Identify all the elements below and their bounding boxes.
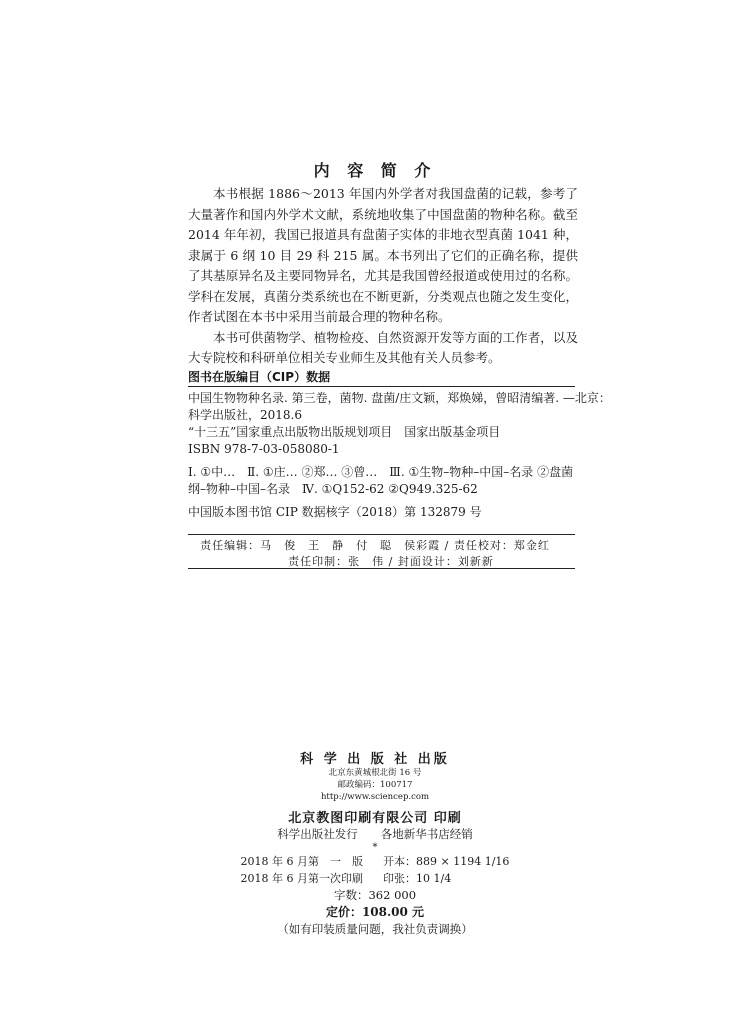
page-title: 内 容 简 介 — [313, 161, 437, 180]
cip-publisher-line: 科学出版社，2018.6 — [188, 408, 302, 422]
edition-date: 2018 年 6 月第 一 版 — [240, 855, 364, 868]
cip-verification-number: 中国版本图书馆 CIP 数据核字（2018）第 132879 号 — [188, 505, 482, 519]
production-line: 责任印制：张 伟 / 封面设计：刘新新 — [288, 555, 494, 568]
price: 定价：108.00 元 — [325, 905, 425, 919]
divider-rule — [188, 568, 575, 569]
publisher-website: http://www.sciencep.com — [320, 792, 430, 802]
divider-rule — [188, 386, 575, 387]
sheet-count: 印张：10 1/4 — [383, 872, 452, 885]
format-size: 开本：889 × 1194 1/16 — [383, 855, 510, 868]
cip-classification: Ⅰ. ①中… Ⅱ. ①庄… ②郑… ③曾… Ⅲ. ①生物–物种–中国–名录 ②盘菌纲–物种–中国–名录 Ⅳ. ①Q152-62 ②Q949.325-62 — [188, 465, 574, 496]
separator-star: * — [372, 842, 378, 853]
abstract-paragraph-2: 本书可供菌物学、植物检疫、自然资源开发等方面的工作者，以及大专院校和科研单位相关专业师生及其他有关人员参考。 — [188, 329, 578, 365]
abstract-paragraph-1: 本书根据 1886～2013 年国内外学者对我国盘菌的记载，参考了大量著作和国内外学术文献，系统地收集了中国盘菌的物种名称。截至 2014 年年初，我国已报道具有盘菌子实体的非地衣型真菌 1041 种，隶属于 6 纲 10 目 29 科 215 属。本书列出了它们的正确名称，提供了其基原异名及主要同物异名，尤其是我国曾经报道或使用过的名称。学科在发展，真菌分类系统也在不断更新，分类观点也随之发生变化，作者试图在本书中采用当前最合理的物种名称。 — [188, 186, 578, 324]
abstract-section — [188, 184, 578, 369]
edition-block — [241, 853, 510, 887]
divider-rule — [188, 534, 575, 535]
cip-record — [188, 390, 611, 521]
publisher-postcode: 邮政编码：100717 — [337, 780, 413, 790]
editors-line: 责任编辑：马 俊 王 静 付 聪 侯彩霞 / 责任校对：郑金红 — [200, 539, 550, 552]
colophon — [0, 748, 750, 938]
word-count: 字数：362 000 — [333, 888, 417, 902]
distribution-line: 科学出版社发行 各地新华书店经销 — [277, 827, 473, 841]
printing-date: 2018 年 6 月第一次印刷 — [240, 872, 364, 885]
cip-project-line: “十三五”国家重点出版物出版规划项目 国家出版基金项目 — [188, 425, 501, 439]
publisher-address: 北京东黄城根北街 16 号 — [328, 768, 422, 778]
cip-isbn: ISBN 978-7-03-058080-1 — [188, 442, 340, 456]
quality-notice: （如有印装质量问题，我社负责调换） — [277, 922, 473, 936]
printer-name: 北京教图印刷有限公司 印刷 — [288, 811, 462, 826]
cip-title-line: 中国生物物种名录. 第三卷，菌物. 盘菌/庄文颖，郑焕娣，曾昭清编著. —北京： — [188, 391, 611, 405]
cip-heading: 图书在版编目（CIP）数据 — [188, 370, 331, 384]
publisher-name: 科 学 出 版 社 出版 — [300, 752, 450, 767]
